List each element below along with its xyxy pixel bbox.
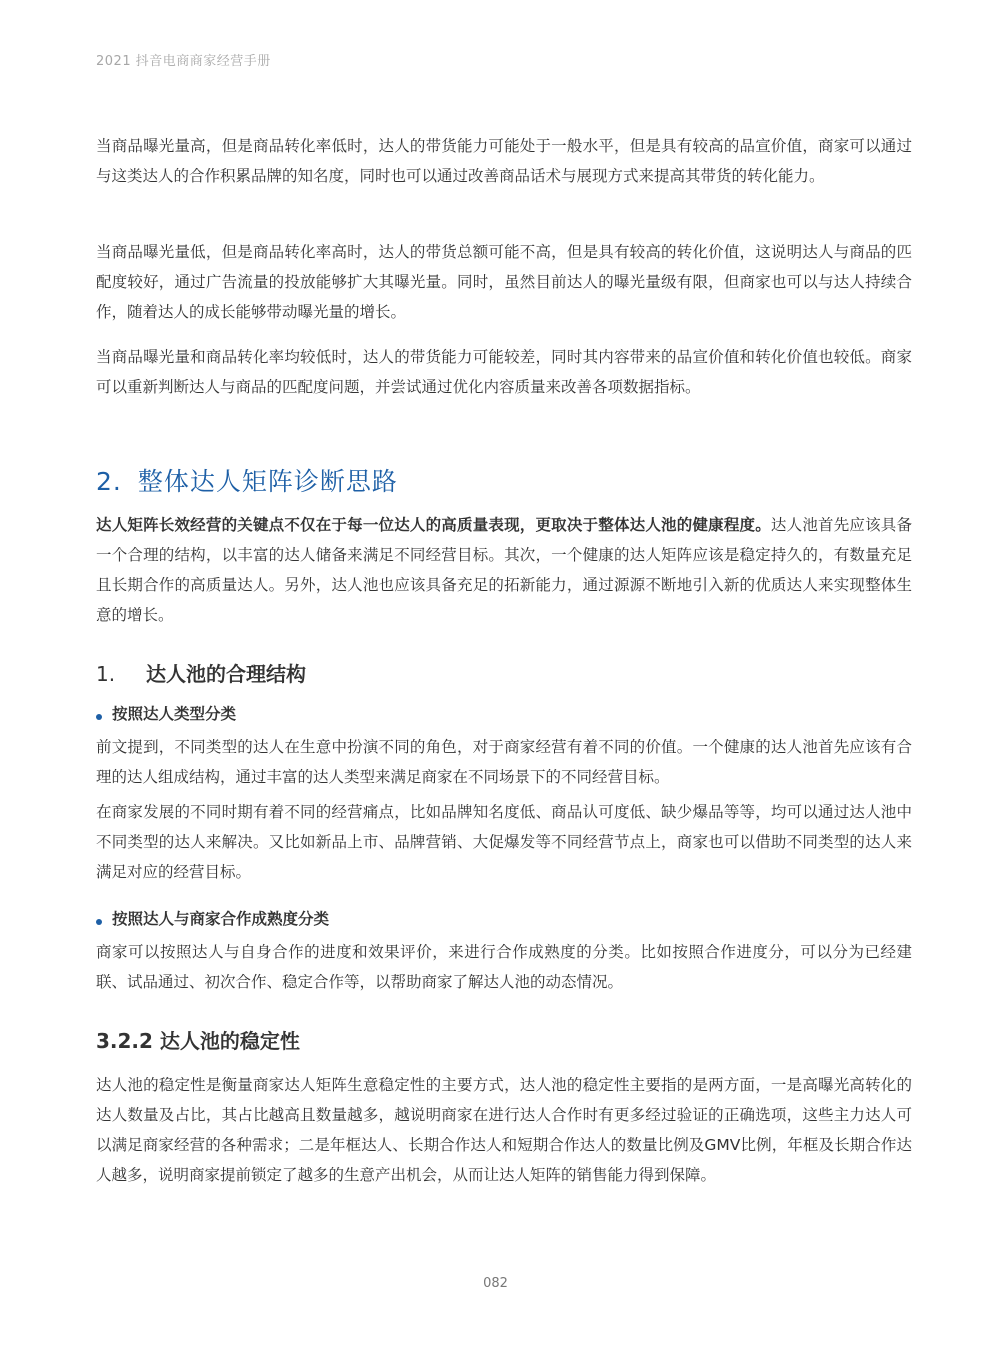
paragraph-both-low: 当商品曝光量和商品转化率均较低时，达人的带货能力可能较差，同时其内容带来的品宣价值和转化价值也较低。商家可以重新判断达人与商品的匹配度问题，并尝试通过优化内容质量来改善各项数据指标。 <box>96 348 912 396</box>
section-number: 2. <box>96 467 122 496</box>
section-2-intro <box>96 510 912 630</box>
section-2-heading <box>96 462 398 498</box>
bullet-heading-by-maturity <box>96 907 329 929</box>
section-title: 整体达人矩阵诊断思路 <box>137 467 398 496</box>
paragraph-low-exposure-high-conversion: 当商品曝光量低，但是商品转化率高时，达人的带货总额可能不高，但是具有较高的转化价值，这说明达人与商品的匹配度较好，通过广告流量的投放能够扩大其曝光量。同时，虽然目前达人的曝光量级有限，但商家也可以与达人持续合作，随着达人的成长能够带动曝光量的增长。 <box>96 243 912 321</box>
subsection-1-heading <box>96 658 306 687</box>
subsection-title: 达人池的合理结构 <box>146 662 306 686</box>
intro-text: 达人池首先应该具备一个合理的结构，以丰富的达人储备来满足不同经营目标。其次，一个健康的达人矩阵应该是稳定持久的，有数量充足且长期合作的高质量达人。另外，达人池也应该具备充足的拓新能力，通过源源不断地引入新的优质达人来实现整体生意的增长。 <box>96 516 912 624</box>
subsection-322-heading: 3.2.2 达人池的稳定性 <box>96 1029 300 1053</box>
bullet-heading-by-type <box>96 702 236 724</box>
paragraph-by-type-1: 前文提到，不同类型的达人在生意中扮演不同的角色，对于商家经营有着不同的价值。一个健康的达人池首先应该有合理的达人组成结构，通过丰富的达人类型来满足商家在不同场景下的不同经营目标。 <box>96 738 912 786</box>
bullet-dot-icon <box>96 919 102 925</box>
bullet-dot-icon <box>96 714 102 720</box>
page-number: 082 <box>483 1276 508 1291</box>
bullet-text: 按照达人与商家合作成熟度分类 <box>112 910 330 928</box>
running-head: 2021 抖音电商商家经营手册 <box>96 54 271 69</box>
paragraph-high-exposure-low-conversion: 当商品曝光量高，但是商品转化率低时，达人的带货能力可能处于一般水平，但是具有较高的品宣价值，商家可以通过与这类达人的合作积累品牌的知名度，同时也可以通过改善商品话术与展现方式来提高其带货的转化能力。 <box>96 137 912 185</box>
bullet-text: 按照达人类型分类 <box>112 705 237 723</box>
paragraph-by-type-2: 在商家发展的不同时期有着不同的经营痛点，比如品牌知名度低、商品认可度低、缺少爆品等等，均可以通过达人池中不同类型的达人来解决。又比如新品上市、品牌营销、大促爆发等不同经营节点上，商家也可以借助不同类型的达人来满足对应的经营目标。 <box>96 803 912 881</box>
subsection-number: 1. <box>96 662 116 686</box>
paragraph-stability: 达人池的稳定性是衡量商家达人矩阵生意稳定性的主要方式，达人池的稳定性主要指的是两方面，一是高曝光高转化的达人数量及占比，其占比越高且数量越多，越说明商家在进行达人合作时有更多经过验证的正确选项，这些主力达人可以满足商家经营的各种需求；二是年框达人、长期合作达人和短期合作达人的数量比例及GMV比例，年框及长期合作达人越多，说明商家提前锁定了越多的生意产出机会，从而让达人矩阵的销售能力得到保障。 <box>96 1076 912 1184</box>
paragraph-by-maturity: 商家可以按照达人与自身合作的进度和效果评价，来进行合作成熟度的分类。比如按照合作进度分，可以分为已经建联、试品通过、初次合作、稳定合作等，以帮助商家了解达人池的动态情况。 <box>96 943 912 991</box>
intro-bold-text: 达人矩阵长效经营的关键点不仅在于每一位达人的高质量表现，更取决于整体达人池的健康程度。 <box>96 516 771 534</box>
